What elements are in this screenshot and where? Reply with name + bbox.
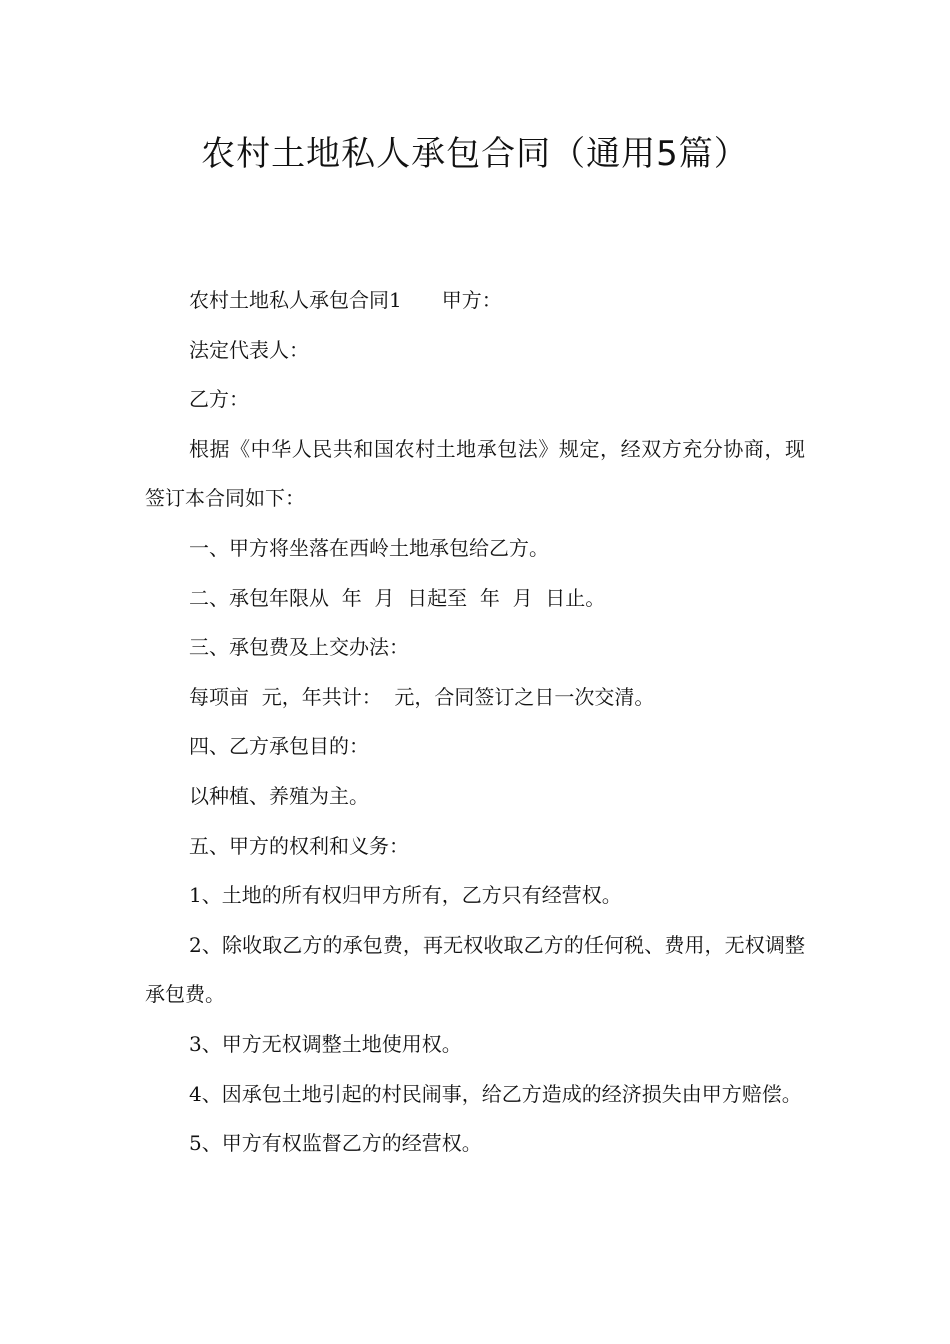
paragraph-purpose: 以种植、养殖为主。 (189, 783, 369, 808)
paragraph-item-5: 5、甲方有权监督乙方的经营权。 (189, 1131, 482, 1156)
paragraph-item-3: 3、甲方无权调整土地使用权。 (189, 1031, 462, 1056)
paragraph-clause-3: 三、承包费及上交办法： (189, 635, 409, 660)
paragraph-preamble: 根据《中华人民共和国农村土地承包法》规定，经双方充分协商，现签订本合同如下： (145, 436, 805, 511)
paragraph-item-4: 4、因承包土地引起的村民闹事，给乙方造成的经济损失由甲方赔偿。 (189, 1081, 802, 1106)
paragraph-item-1: 1、土地的所有权归甲方所有，乙方只有经营权。 (189, 883, 622, 908)
paragraph-legal-representative: 法定代表人： (189, 337, 309, 362)
document-title: 农村土地私人承包合同（通用5篇） (201, 134, 749, 174)
paragraph-party-b: 乙方： (189, 387, 249, 412)
document-body (145, 276, 805, 1169)
paragraph-clause-1: 一、甲方将坐落在西岭土地承包给乙方。 (189, 535, 549, 560)
paragraph-party-a: 农村土地私人承包合同1 甲方： (189, 288, 502, 312)
paragraph-clause-5: 五、甲方的权利和义务： (189, 833, 409, 858)
paragraph-clause-4: 四、乙方承包目的： (189, 734, 369, 759)
paragraph-clause-2: 二、承包年限从 年 月 日起至 年 月 日止。 (189, 585, 606, 610)
paragraph-item-2: 2、除收取乙方的承包费，再无权收取乙方的任何税、费用，无权调整承包费。 (145, 932, 805, 1007)
paragraph-fee-details: 每项亩 元，年共计： 元，合同签订之日一次交清。 (189, 684, 655, 709)
